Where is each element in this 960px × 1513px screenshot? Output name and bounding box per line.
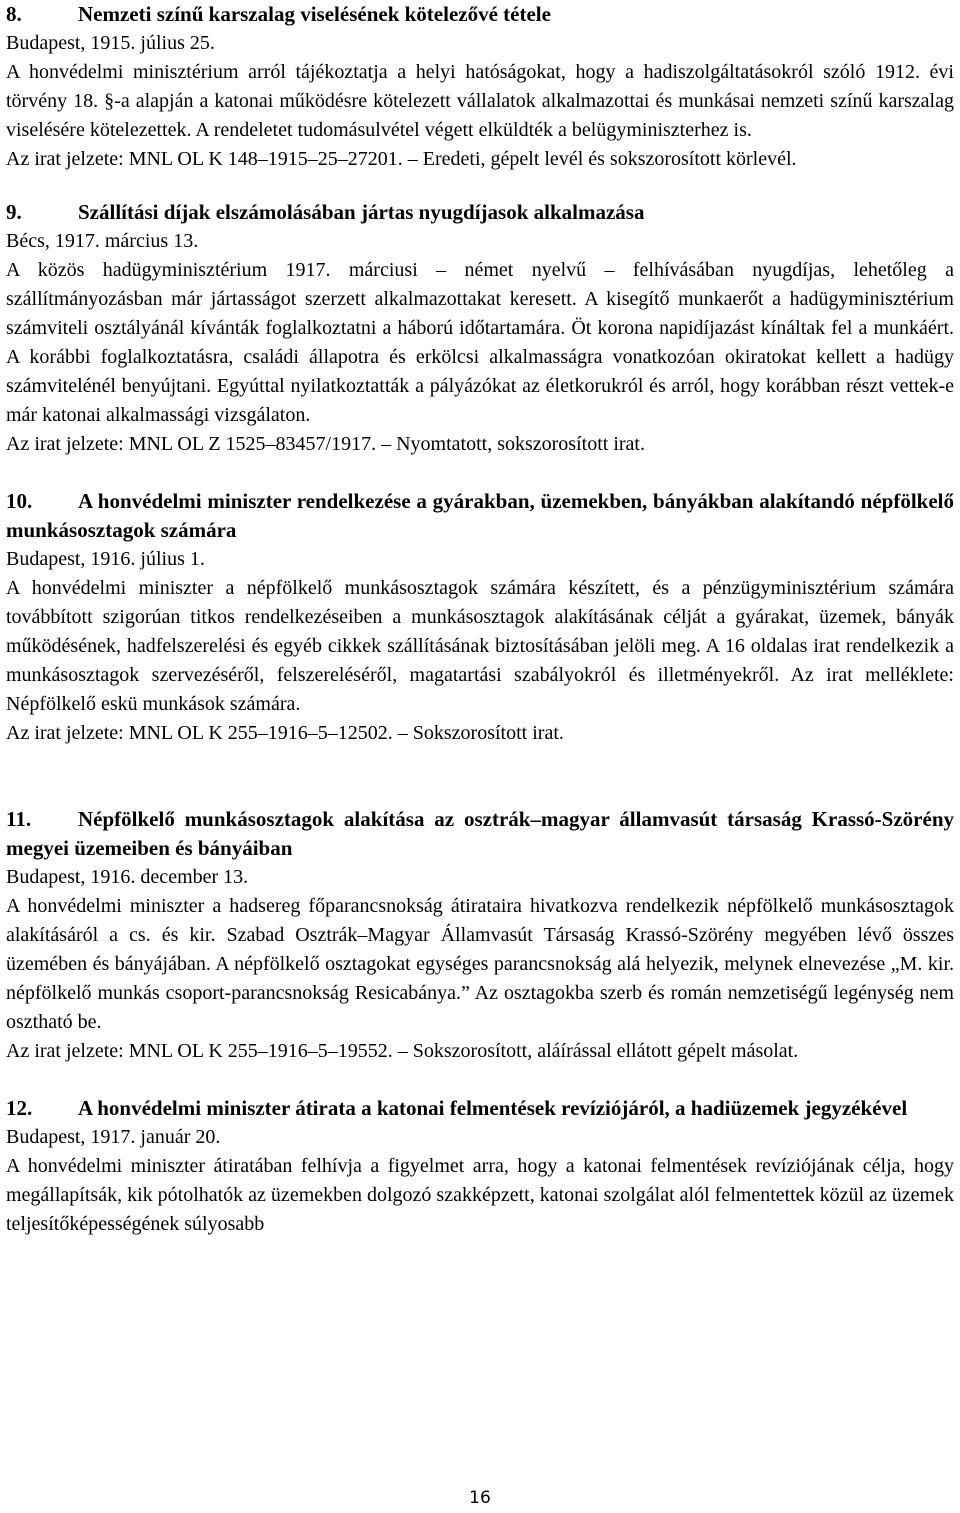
entry-summary: A közös hadügyminisztérium 1917. márciusi – német nyelvű – felhívásában nyugdíjas, lehetőleg a szállítmányozásban már jártasságot szerzett alkalmazottakat keresett. A kisegítő munkaerőt a hadügyminisztérium számviteli osztályánál kívánták foglalkoztatni a háború időtartamára. Öt korona napidíjazást kínáltak fel a munkáért. A korábbi foglalkoztatásra, családi állapotra és erkölcsi alkalmasságra vonatkozóan okiratokat kellett a hadügy számvitelénél benyújtani. Egyúttal nyilatkoztatták a pályázókat az életkorukról és arról, hogy korábban részt vettek-e már katonai alkalmassági vizsgálaton. [6,259,954,426]
document-entry-12 [6,1094,954,1239]
entry-title [6,1094,954,1123]
entry-title [6,805,954,863]
document-entry-9 [6,198,954,459]
entry-number: 11. [6,807,32,831]
entry-place-date: Budapest, 1915. július 25. [6,32,215,54]
document-page [6,0,954,1239]
entry-title-text: Népfölkelő munkásosztagok alakítása az osztrák–magyar államvasút társaság Krassó-Szörény megyei üzemeiben és bányáiban [6,807,954,860]
document-entry-11 [6,805,954,1066]
entry-title [6,0,954,29]
entry-number: 10. [6,489,33,513]
spacer [6,1066,954,1094]
entry-place-date: Budapest, 1917. január 20. [6,1126,221,1148]
spacer [6,459,954,487]
entry-number: 8. [6,2,22,26]
entry-title-text: Szállítási díjak elszámolásában jártas nyugdíjasok alkalmazása [78,200,645,224]
entry-summary: A honvédelmi miniszter a hadsereg főparancsnokság átirataira hivatkozva rendelkezik népfölkelő munkásosztagok alakításáról a cs. és kir. Szabad Osztrák–Magyar Államvasút Társaság Krassó-Szörény megyében lévő összes üzemében és bányájában. A népfölkelő osztagokat egységes parancsnokság alá helyezik, melynek elnevezése „M. kir. népfölkelő munkás csoport-parancsnokság Resicabánya.” Az osztagokba szerb és román nemzetiségű legénység nem osztható be. [6,895,954,1033]
entry-reference: Az irat jelzete: MNL OL K 148–1915–25–27201. – Eredeti, gépelt levél és sokszorosított körlevél. [6,148,797,170]
entry-summary: A honvédelmi minisztérium arról tájékoztatja a helyi hatóságokat, hogy a hadiszolgáltatásokról szóló 1912. évi törvény 18. §-a alapján a katonai működésre kötelezett vállalatok alkalmazottai és munkásai nemzeti színű karszalag viselésére kötelezettek. A rendeletet tudomásulvétel végett elküldték a belügyminiszterhez is. [6,61,954,141]
entry-title-text: A honvédelmi miniszter rendelkezése a gyárakban, üzemekben, bányákban alakítandó népfölkelő munkásosztagok számára [6,489,954,542]
spacer [6,174,954,198]
document-entry-10 [6,487,954,748]
entry-reference: Az irat jelzete: MNL OL K 255–1916–5–12502. – Sokszorosított irat. [6,722,564,744]
page-number: 16 [469,1488,491,1508]
entry-reference: Az irat jelzete: MNL OL Z 1525–83457/1917. – Nyomtatott, sokszorosított irat. [6,433,645,455]
entry-title-text: A honvédelmi miniszter átirata a katonai felmentések revíziójáról, a hadiüzemek jegyzékével [78,1096,908,1120]
entry-title [6,198,954,227]
entry-title [6,487,954,545]
document-entry-8 [6,0,954,174]
entry-summary: A honvédelmi miniszter átiratában felhívja a figyelmet arra, hogy a katonai felmentések revíziójának célja, hogy megállapítsák, kik pótolhatók az üzemekben dolgozó szakképzett, katonai szolgálat alól felmentettek közül az üzemek teljesítőképességének súlyosabb [6,1155,954,1235]
entry-reference: Az irat jelzete: MNL OL K 255–1916–5–19552. – Sokszorosított, aláírással ellátott gépelt másolat. [6,1040,799,1062]
entry-title-text: Nemzeti színű karszalag viselésének kötelezővé tétele [78,2,551,26]
entry-number: 9. [6,200,22,224]
entry-summary: A honvédelmi miniszter a népfölkelő munkásosztagok számára készített, és a pénzügyminisztérium számára továbbított szigorúan titkos rendelkezéseiben a munkásosztagok alakításának célját a gyárakat, üzemek, bányák működésének, hadfelszerelési és egyéb cikkek szállításának biztosításában jelöli meg. A 16 oldalas irat rendelkezik a munkásosztagok szervezéséről, felszereléséről, magatartási szabályokról és illetményekről. Az irat melléklete: Népfölkelő eskü munkások számára. [6,577,954,715]
entry-place-date: Budapest, 1916. december 13. [6,866,249,888]
entry-place-date: Bécs, 1917. március 13. [6,230,199,252]
entry-place-date: Budapest, 1916. július 1. [6,548,205,570]
entry-number: 12. [6,1096,33,1120]
spacer [6,748,954,805]
